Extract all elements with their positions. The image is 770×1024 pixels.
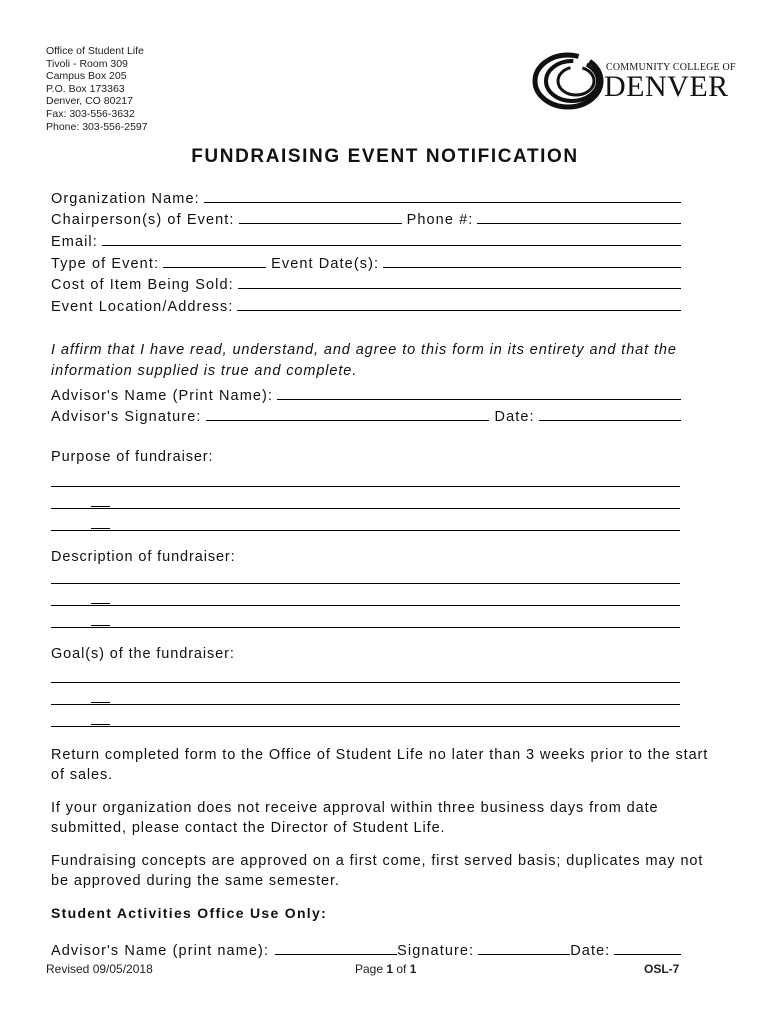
- event-type-row: [51, 252, 681, 272]
- email-row: [51, 230, 681, 250]
- page-total: 1: [409, 962, 417, 976]
- description-label: Description of fundraiser:: [51, 549, 236, 565]
- chairperson-row: [51, 208, 681, 228]
- form-code: OSL-7: [644, 962, 680, 976]
- address-line: P.O. Box 173363: [46, 82, 125, 95]
- approval-notice: If your organization does not receive approval within three business days from date submitted, please contact the Director of Student Life.: [51, 800, 659, 836]
- advisor-name-label: Advisor's Name (Print Name):: [51, 388, 274, 404]
- purpose-line-2[interactable]: [51, 508, 680, 509]
- item-cost-field[interactable]: [238, 288, 681, 289]
- page-prefix: Page: [355, 962, 387, 976]
- goals-line-1[interactable]: [51, 682, 680, 683]
- advisor-date-field[interactable]: [539, 420, 681, 421]
- event-type-field[interactable]: [163, 267, 266, 268]
- address-line: Fax: 303-556-3632: [46, 107, 135, 120]
- affirmation-statement: I affirm that I have read, understand, and agree to this form in its entirety and that the information supplied is true and complete.: [51, 342, 677, 379]
- return-instructions: Return completed form to the Office of Student Life no later than 3 weeks prior to the start of sales.: [51, 747, 709, 783]
- event-location-row: [51, 295, 681, 315]
- event-dates-label: Event Date(s):: [271, 256, 380, 272]
- office-address: [46, 45, 148, 133]
- logo-subtitle: COMMUNITY COLLEGE OF: [606, 62, 736, 73]
- description-line-stub: [91, 603, 110, 604]
- address-line: Office of Student Life: [46, 45, 144, 57]
- description-line-2[interactable]: [51, 605, 680, 606]
- chairperson-field[interactable]: [239, 223, 402, 224]
- office-advisor-name-label: Advisor's Name (print name):: [51, 943, 270, 959]
- address-line: Tivoli - Room 309: [46, 57, 128, 70]
- advisor-name-field[interactable]: [277, 399, 681, 400]
- description-line-stub: [91, 625, 110, 626]
- advisor-signature-row: [51, 405, 681, 425]
- goals-line-stub: [91, 724, 110, 725]
- description-line-1[interactable]: [51, 583, 680, 584]
- organization-name-row: [51, 187, 681, 207]
- logo-wordmark: DENVER: [604, 70, 729, 103]
- purpose-line-stub: [91, 506, 110, 507]
- office-date-label: Date:: [570, 943, 611, 959]
- organization-name-field[interactable]: [204, 202, 681, 203]
- office-signature-label: Signature:: [397, 943, 475, 959]
- goals-line-stub: [91, 702, 110, 703]
- page-number: [355, 962, 416, 976]
- event-dates-field[interactable]: [383, 267, 681, 268]
- office-date-field[interactable]: [614, 954, 681, 955]
- description-line-3[interactable]: [51, 627, 680, 628]
- advisor-signature-field[interactable]: [206, 420, 489, 421]
- goals-line-2[interactable]: [51, 704, 680, 705]
- purpose-label: Purpose of fundraiser:: [51, 449, 214, 465]
- address-line: Denver, CO 80217: [46, 95, 133, 108]
- item-cost-label: Cost of Item Being Sold:: [51, 277, 234, 293]
- page-title: FUNDRAISING EVENT NOTIFICATION: [191, 146, 579, 167]
- email-field[interactable]: [102, 245, 681, 246]
- advisor-signature-label: Advisor's Signature:: [51, 409, 202, 425]
- purpose-line-stub: [91, 528, 110, 529]
- office-use-heading: Student Activities Office Use Only:: [51, 905, 328, 921]
- advisor-date-label: Date:: [494, 409, 535, 425]
- approval-policy: Fundraising concepts are approved on a first come, first served basis; duplicates may not be approved during the same semester.: [51, 853, 704, 889]
- college-logo: [532, 52, 736, 110]
- purpose-line-1[interactable]: [51, 486, 680, 487]
- page-of: of: [393, 962, 410, 976]
- goals-line-3[interactable]: [51, 726, 680, 727]
- office-advisor-name-field[interactable]: [275, 954, 397, 955]
- office-signature-field[interactable]: [478, 954, 570, 955]
- event-location-label: Event Location/Address:: [51, 299, 234, 315]
- email-label: Email:: [51, 234, 98, 250]
- chairperson-label: Chairperson(s) of Event:: [51, 212, 235, 228]
- purpose-line-3[interactable]: [51, 530, 680, 531]
- ccd-swirl-icon: [532, 52, 604, 110]
- phone-label: Phone #:: [406, 212, 474, 228]
- event-type-label: Type of Event:: [51, 256, 160, 272]
- address-line: Phone: 303-556-2597: [46, 120, 148, 133]
- event-location-field[interactable]: [237, 310, 681, 311]
- advisor-name-row: [51, 384, 681, 404]
- organization-name-label: Organization Name:: [51, 191, 200, 207]
- goals-label: Goal(s) of the fundraiser:: [51, 646, 235, 662]
- revised-date: Revised 09/05/2018: [46, 962, 153, 976]
- office-use-row: [51, 939, 681, 959]
- item-cost-row: [51, 273, 681, 293]
- page-current: 1: [386, 962, 394, 976]
- address-line: Campus Box 205: [46, 70, 127, 83]
- phone-field[interactable]: [477, 223, 681, 224]
